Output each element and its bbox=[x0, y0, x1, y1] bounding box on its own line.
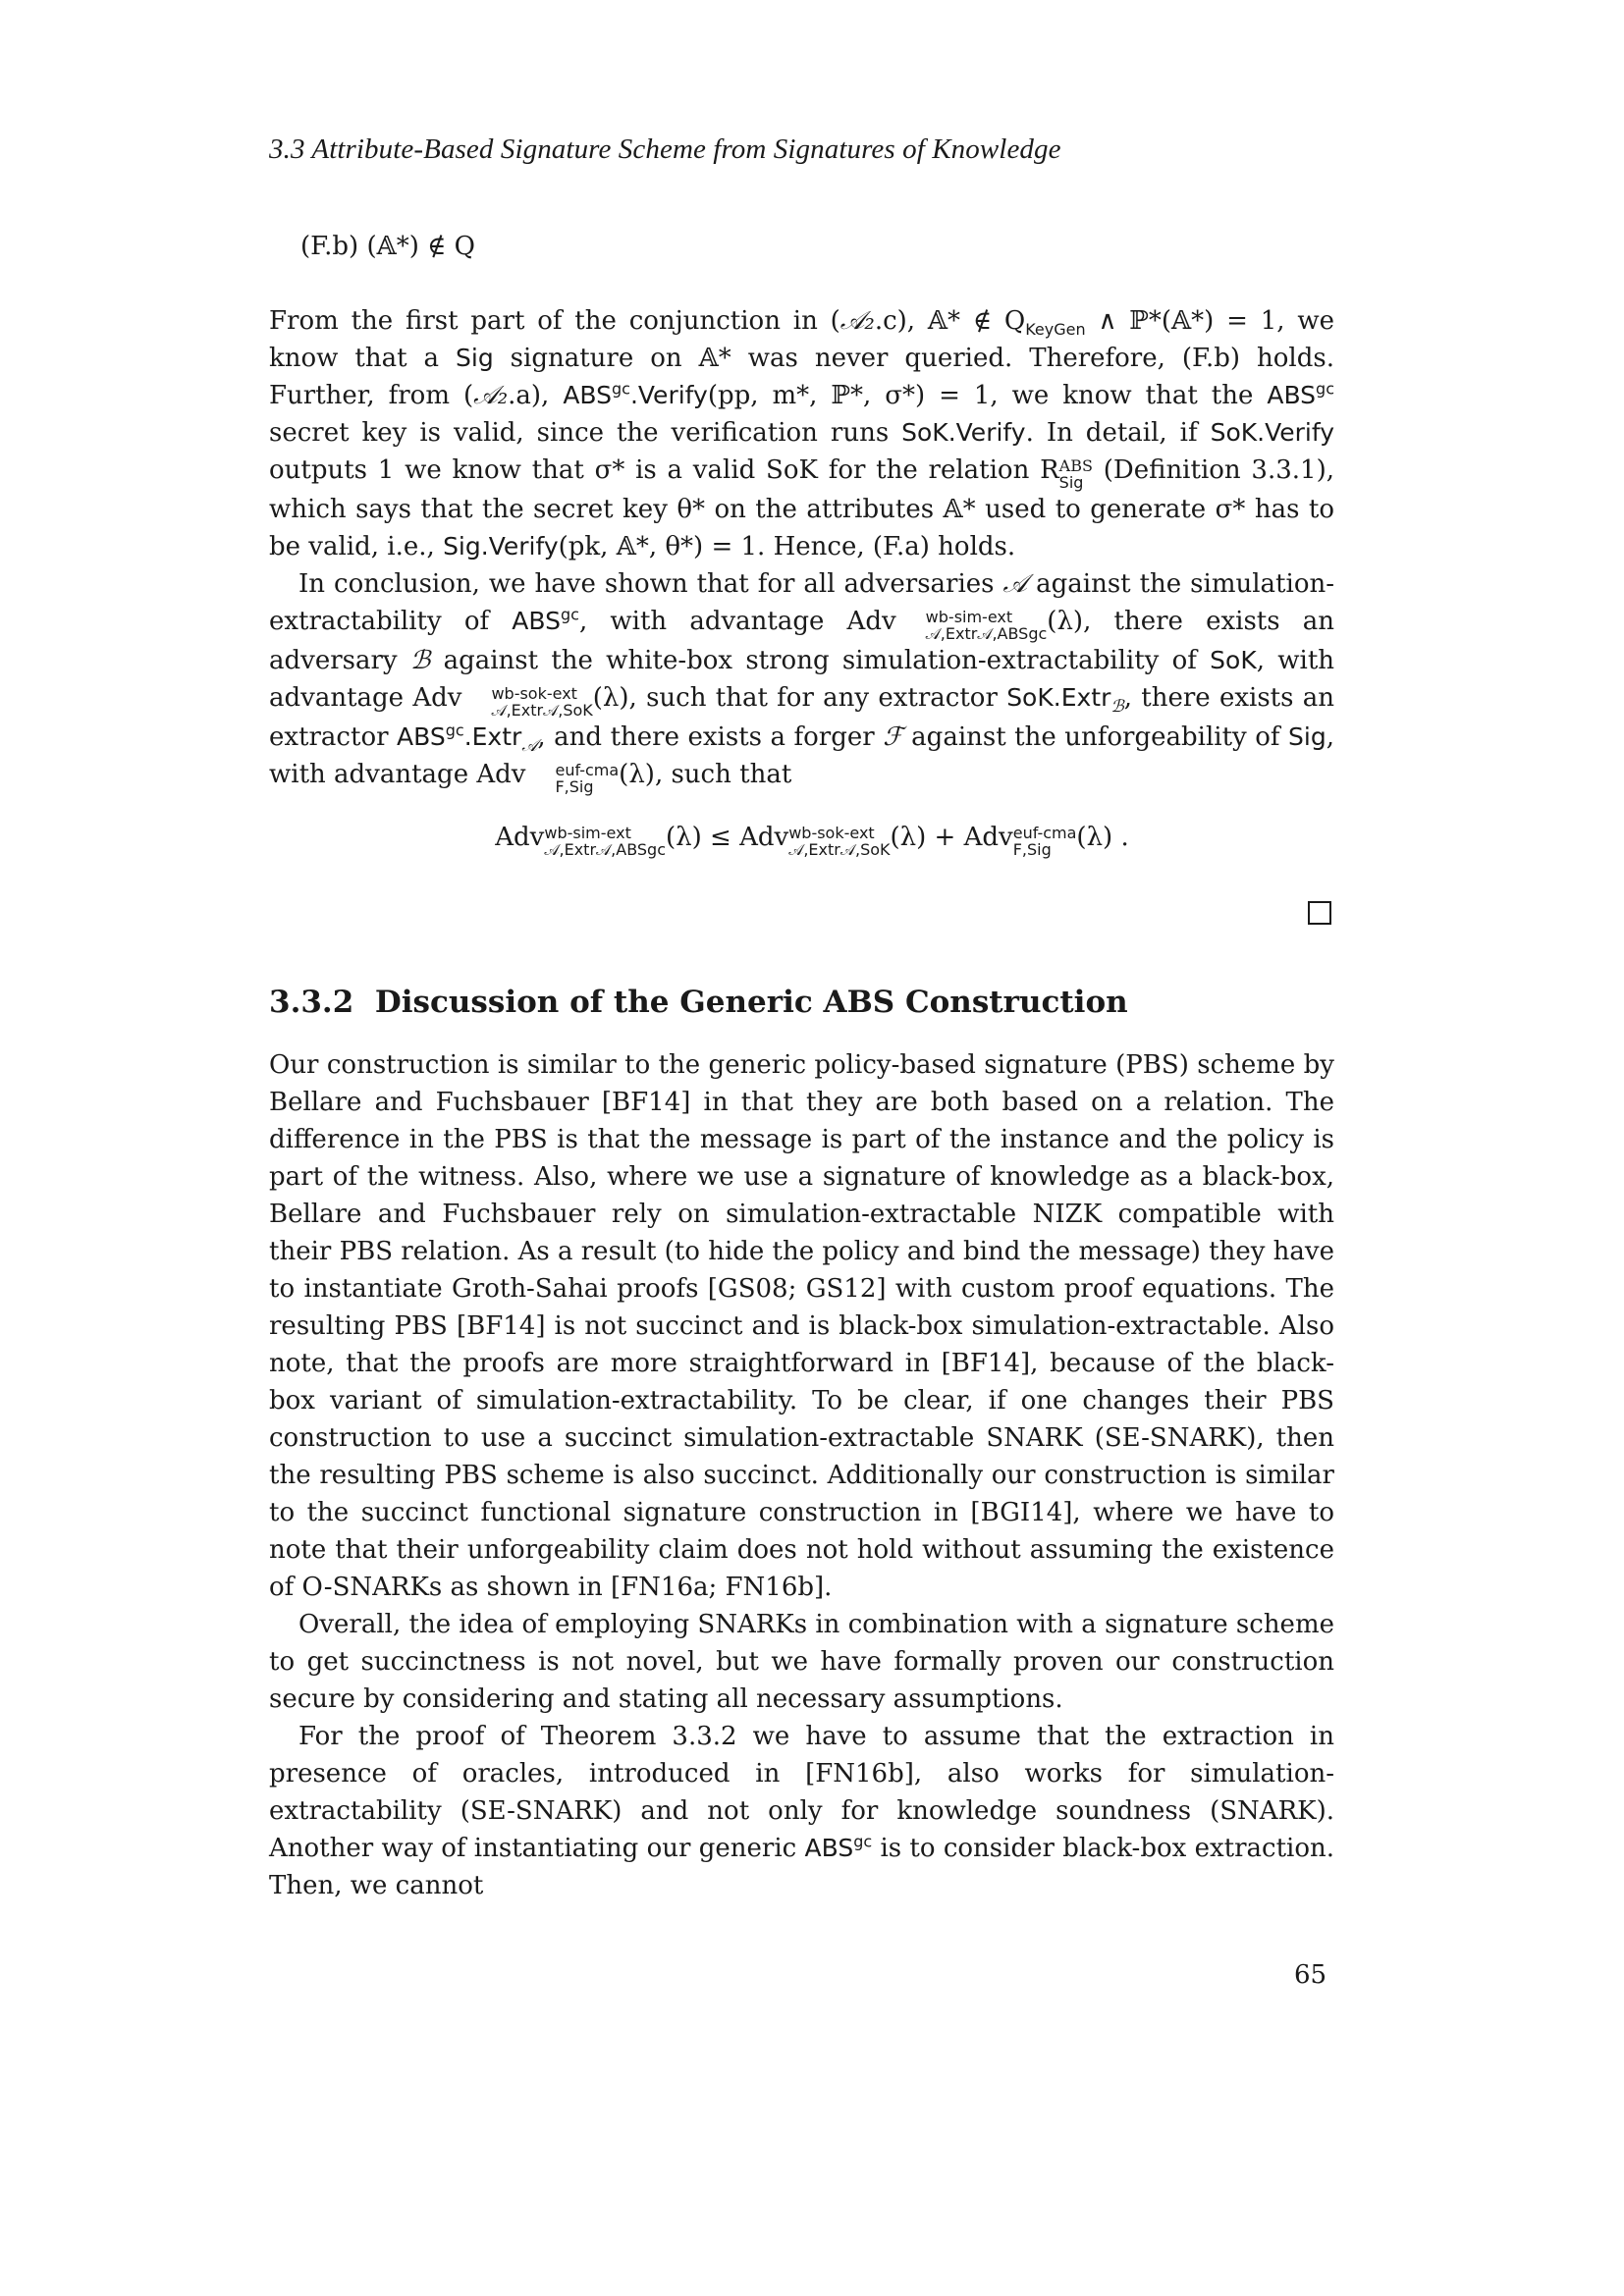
math-adversary: ℬ bbox=[409, 646, 431, 675]
paragraph-comparison: Our construction is similar to the generic policy-based signature (PBS) scheme by Bellare and Fuchsbauer [BF14] in that they are both based on a relation. The difference in the PBS is that the message is part of the instance and the policy is part of the witness. Also, where we use a signature of knowledge as a black-box, Bellare and Fuchsbauer rely on simulation-extractable NIZK compatible with their PBS relation. As a result (to hide the policy and bind the message) they have to instantiate Groth-Sahai proofs [GS08; GS12] with custom proof equations. The resulting PBS [BF14] is not succinct and is black-box simulation-extractable. Also note, that the proofs are more straightforward in [BF14], because of the black-box variant of simulation-extractability. To be clear, if one changes their PBS construction to use a succinct simulation-extractable SNARK (SE-SNARK), then the resulting PBS scheme is also succinct. Additionally our construction is similar to the succinct functional signature construction in [BGI14], where we have to note that their unforgeability claim does not hold without assuming the existence of O-SNARKs as shown in [FN16a; FN16b]. bbox=[269, 1050, 1334, 1602]
math-subscript: 𝒜,Extr𝒜,SoK bbox=[788, 840, 891, 859]
text-run: (pp, m*, ℙ*, σ*) = 1, we know that the bbox=[707, 381, 1268, 410]
math-forger: ℱ bbox=[883, 722, 903, 752]
section-title: Discussion of the Generic ABS Construction bbox=[374, 985, 1128, 1020]
eq-text: (λ) . bbox=[1076, 823, 1129, 852]
eq-text: (λ) ≤ bbox=[666, 823, 740, 852]
math-adversary: 𝒜₂ bbox=[839, 306, 875, 336]
qed-square-icon bbox=[1308, 901, 1331, 925]
text-run: (λ), there exists an adversary bbox=[269, 607, 1334, 675]
section-number: 3.3.2 bbox=[269, 985, 354, 1020]
section-body bbox=[269, 1046, 1334, 1904]
eq-text: Adv bbox=[963, 823, 1013, 852]
paragraph-proof-conclusion bbox=[269, 302, 1334, 795]
math-superscript: gc bbox=[853, 1832, 873, 1851]
algo-name: ABS bbox=[397, 722, 446, 751]
math-superscript: wb-sok-ext bbox=[788, 824, 875, 842]
text-run: For the proof of Theorem 3.3.2 we have to assume that the extraction in presence of oracles, introduced in [FN16b], also works for simulation-extractability (SE-SNARK) and not only for knowledge soundness (SNARK). Another way of instantiating our generic bbox=[269, 1722, 1334, 1863]
math-stack bbox=[1059, 457, 1093, 491]
text-run: , there exists an extractor bbox=[269, 683, 1334, 752]
text-run: .a), bbox=[508, 381, 564, 410]
text-run: ∧ ℙ*(𝔸*) = 1, we know that a bbox=[269, 306, 1334, 373]
math-subscript: 𝒜,Extr𝒜,ABSgc bbox=[544, 840, 666, 859]
text-run: against the simulation-extractability of bbox=[269, 569, 1335, 636]
text-run: .c), 𝔸* ∉ Q bbox=[874, 306, 1026, 336]
math-subscript: Sig bbox=[1058, 473, 1084, 492]
algo-name: .Extr bbox=[463, 722, 522, 751]
text-run: , with advantage Adv bbox=[578, 607, 896, 636]
algo-name: ABS bbox=[563, 381, 612, 409]
eq-text: Adv bbox=[739, 823, 789, 852]
math-superscript: gc bbox=[445, 721, 464, 740]
text-run: outputs 1 we know that σ* is a valid SoK for the relation R bbox=[269, 455, 1059, 485]
algo-name: SoK.Extr bbox=[1006, 683, 1111, 712]
text-run: (pk, 𝔸*, θ*) = 1. Hence, (F.a) holds. bbox=[558, 532, 1016, 561]
math-stack bbox=[544, 825, 666, 858]
math-subscript: 𝒜,Extr𝒜,SoK bbox=[491, 701, 593, 720]
math-subscript: 𝒜 bbox=[521, 736, 538, 757]
math-subscript: F,Sig bbox=[1012, 840, 1052, 859]
algo-name: .Verify bbox=[629, 381, 708, 409]
math-superscript: gc bbox=[560, 605, 579, 624]
math-stack bbox=[1013, 825, 1077, 858]
math-stack bbox=[896, 609, 1048, 642]
algo-name: Sig bbox=[456, 344, 494, 372]
algo-name: ABS bbox=[512, 607, 561, 635]
math-stack bbox=[788, 825, 890, 858]
math-subscript: KeyGen bbox=[1025, 320, 1086, 340]
display-equation bbox=[0, 823, 1624, 858]
text-run: against the white-box strong simulation-extractability of bbox=[430, 646, 1211, 675]
math-subscript: ℬ bbox=[1110, 697, 1124, 718]
math-superscript: ABS bbox=[1058, 456, 1093, 475]
algo-name: SoK.Verify bbox=[901, 418, 1026, 447]
text-run: , with advantage Adv bbox=[269, 646, 1335, 713]
text-run: secret key is valid, since the verification runs bbox=[269, 418, 902, 448]
text-run: (λ), such that bbox=[619, 760, 792, 789]
text-run: , and there exists a forger bbox=[537, 722, 884, 752]
algo-name: SoK bbox=[1210, 646, 1257, 674]
text-run: (λ), such that for any extractor bbox=[592, 683, 1007, 713]
section-heading bbox=[269, 985, 1128, 1020]
math-superscript: gc bbox=[1316, 379, 1334, 399]
text-run: . In detail, if bbox=[1025, 418, 1211, 448]
algo-name: ABS bbox=[1267, 381, 1317, 409]
math-superscript: euf-cma bbox=[555, 761, 620, 779]
math-adversary: 𝒜 bbox=[1002, 569, 1028, 599]
algo-name: Sig bbox=[1288, 722, 1326, 751]
eq-text: (λ) + bbox=[890, 823, 964, 852]
math-superscript: wb-sok-ext bbox=[491, 684, 577, 703]
text-run: is to consider black-box extraction. Then, we cannot bbox=[269, 1834, 1334, 1900]
paragraph-overall: Overall, the idea of employing SNARKs in combination with a signature scheme to get succinctness is not novel, but we have formally proven our construction secure by considering and stating all necessary assumptions. bbox=[269, 1610, 1334, 1714]
text-run: against the unforgeability of bbox=[902, 722, 1289, 752]
algo-name: ABS bbox=[804, 1834, 854, 1862]
math-subscript: 𝒜,Extr𝒜,ABSgc bbox=[925, 624, 1048, 643]
page-number: 65 bbox=[1294, 1960, 1327, 1990]
math-superscript: euf-cma bbox=[1012, 824, 1077, 842]
paragraph-proof-note bbox=[269, 1718, 1334, 1904]
algo-name: Sig.Verify bbox=[443, 532, 559, 561]
text-run: From the first part of the conjunction in ( bbox=[269, 306, 840, 336]
running-head: 3.3 Attribute-Based Signature Scheme from Signatures of Knowledge bbox=[269, 133, 1061, 165]
text-run: (Definition 3.3.1), which says that the secret key θ* on the attributes 𝔸* used to generate σ* has to be valid, i.e., bbox=[269, 455, 1334, 561]
eq-text: Adv bbox=[495, 823, 545, 852]
text-run: , with advantage Adv bbox=[269, 722, 1334, 789]
text-run: signature on 𝔸* was never queried. Therefore, (F.b) holds. Further, from ( bbox=[269, 344, 1334, 410]
math-stack bbox=[461, 685, 592, 719]
math-subscript: F,Sig bbox=[555, 777, 594, 796]
algo-name: SoK.Verify bbox=[1210, 418, 1335, 447]
math-superscript: wb-sim-ext bbox=[925, 608, 1013, 626]
math-superscript: gc bbox=[612, 379, 630, 399]
math-stack bbox=[525, 762, 619, 795]
claim-fb: (F.b) (𝔸*) ∉ Q bbox=[300, 232, 476, 261]
math-superscript: wb-sim-ext bbox=[544, 824, 631, 842]
math-adversary: 𝒜₂ bbox=[473, 381, 509, 410]
text-run: In conclusion, we have shown that for all adversaries bbox=[298, 569, 1003, 599]
